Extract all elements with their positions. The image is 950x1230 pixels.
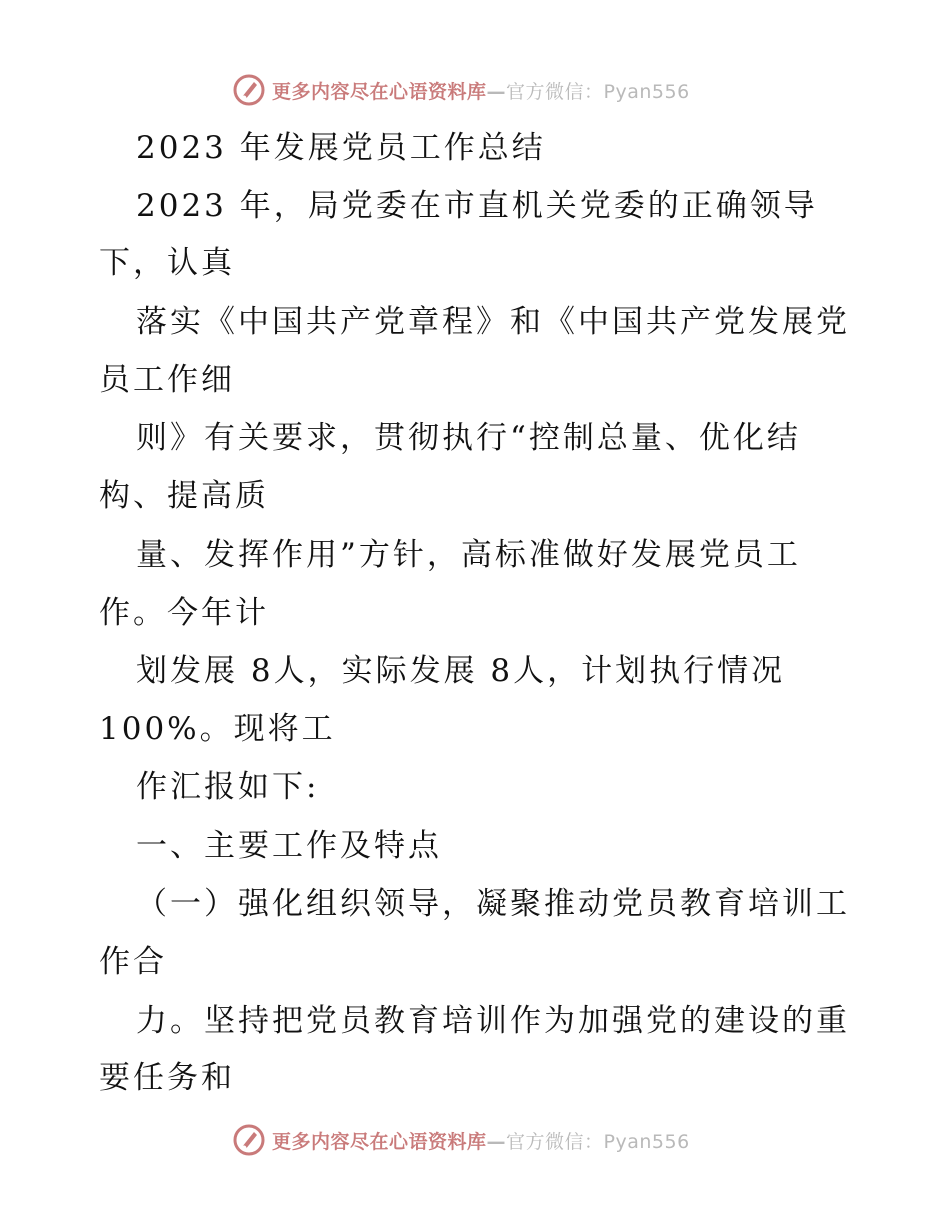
pen-nib-circle-icon: [232, 1123, 266, 1157]
watermark-text: [272, 77, 690, 104]
paragraph-line: 量、发挥作用”方针，高标准做好发展党员工: [136, 537, 801, 573]
paragraph-line: 作合: [99, 944, 167, 980]
section-heading: 一、主要工作及特点: [136, 828, 442, 864]
footer-watermark: [232, 1122, 690, 1158]
watermark-dash: —: [486, 80, 507, 103]
paragraph-line: 构、提高质: [99, 478, 269, 514]
paragraph-line: 力。坚持把党员教育培训作为加强党的建设的重: [136, 1003, 850, 1039]
paragraph-line: 要任务和: [99, 1060, 235, 1096]
watermark-contact: 官方微信：Pyan556: [506, 80, 690, 103]
paragraph-line: 100%。现将工: [99, 711, 336, 747]
paragraph-line: 划发展 8人，实际发展 8人，计划执行情况: [136, 653, 786, 689]
watermark-brand: 更多内容尽在心语资料库: [272, 1130, 487, 1153]
paragraph-line: 2023 年，局党委在市直机关党委的正确领导: [136, 188, 818, 224]
paragraph-line: 落实《中国共产党章程》和《中国共产党发展党: [136, 304, 850, 340]
paragraph-line: 下，认真: [99, 245, 235, 281]
paragraph-line: 作汇报如下:: [136, 769, 320, 805]
header-watermark: [232, 72, 690, 108]
paragraph-line: 作。今年计: [99, 595, 269, 631]
paragraph-line: 员工作细: [99, 362, 235, 398]
watermark-brand: 更多内容尽在心语资料库: [272, 80, 487, 103]
watermark-text: [272, 1127, 690, 1154]
watermark-contact: 官方微信：Pyan556: [506, 1130, 690, 1153]
pen-nib-circle-icon: [232, 73, 266, 107]
document-title: 2023 年发展党员工作总结: [136, 130, 546, 166]
subsection-heading: （一）强化组织领导，凝聚推动党员教育培训工: [136, 886, 850, 922]
paragraph-line: 则》有关要求，贯彻执行“控制总量、优化结: [136, 420, 801, 456]
watermark-dash: —: [486, 1130, 507, 1153]
